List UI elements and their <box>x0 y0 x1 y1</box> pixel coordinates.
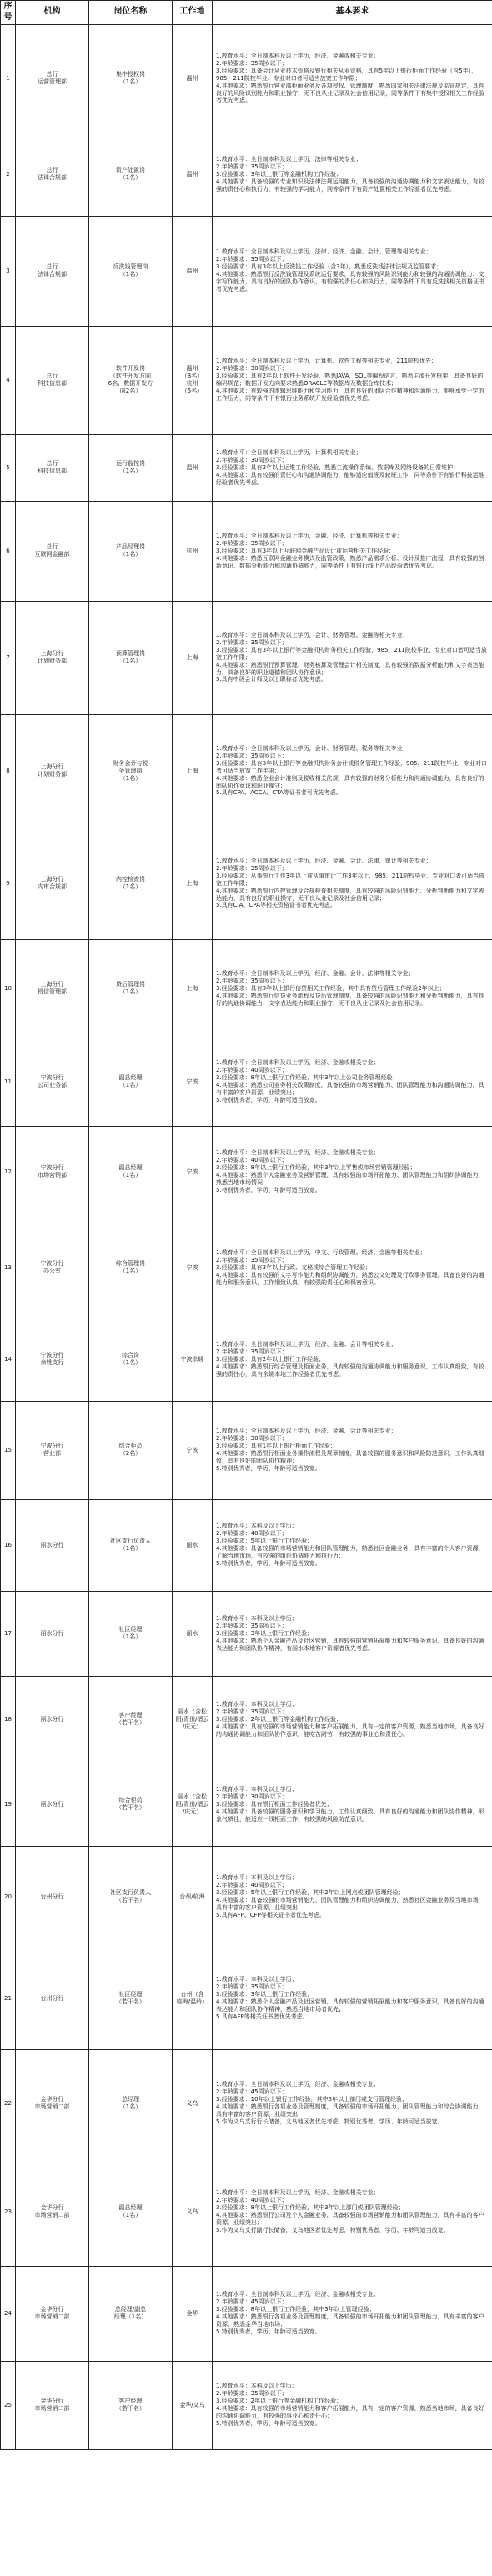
row-requirements: 1.教育水平：全日制本科及以上学历，经济、金融或相关专业； 2.年龄要求：40周岁以下； 3.经验要求：8年以上银行工作经验，其中3年以上零售或市场营销管理经验； 4.其他要求：熟悉个人金融业务及营销管理，具有较强的市场开拓能力、团队管理能力和组织协调能力，熟悉当地市场情况； 5.特别优秀者，学历、年龄可适当放宽。 <box>213 1126 492 1218</box>
table-row <box>1 2361 492 2449</box>
row-organization: 总行 科技信息部 <box>16 434 89 501</box>
row-position: 社区支行负责人 （1名） <box>89 1499 173 1591</box>
row-number: 15 <box>1 1401 16 1499</box>
header-organization: 机构 <box>16 1 89 25</box>
row-requirements: 1.教育水平：本科及以上学历； 2.年龄要求：35周岁以下； 3.经验要求：3年以上银行工作经验； 4.其他要求：熟悉个人金融产品及社区营销，具有较强的营销拓展能力和客户服务意识，具备良好的沟通表达能力和团队协作精神，有丽水本地客户资源者优先考虑。 <box>213 1591 492 1676</box>
row-organization: 金华分行 市场营销二部 <box>16 2049 89 2158</box>
row-location: 金华/义乌 <box>173 2361 213 2449</box>
row-position: 资产处置岗 （1名） <box>89 133 173 216</box>
row-requirements: 1.教育水平：全日制本科及以上学历，经济、金融或相关专业； 2.年龄要求：35周岁以下； 3.经验要求：具备会计从业技术资格及银行相关从业资格，具有5年以上银行柜面工作经验（含5年），985、211院校毕业、专业对口者可适当放宽工作年限； 4.其他要求：熟悉银行营业部柜面业务及各项授权、管理制度，熟悉国家相关法律法规及监管规定，具有良好的风险识别能力和职业操守，无不良从业记录及社会信用记录，同等条件下有集中授权相关工作经验者优先考虑。 <box>213 24 492 133</box>
row-position: 预算管理岗 （1名） <box>89 601 173 714</box>
row-position: 社区经理 （若干名） <box>89 1948 173 2049</box>
row-position: 综合柜员 （2名） <box>89 1401 173 1499</box>
table-row <box>1 1218 492 1318</box>
row-number: 16 <box>1 1499 16 1591</box>
row-number: 17 <box>1 1591 16 1676</box>
table-row <box>1 326 492 434</box>
row-number: 10 <box>1 939 16 1038</box>
row-requirements: 1.教育水平：全日制本科及以上学历，经济、金融、会计、法律、审计等相关专业； 2.年龄要求：35周岁以下； 3.经验要求：从事银行工作3年以上或从事审计工作3年以上，985、211院校毕业、专业对口者可适当放宽工作年限； 4.其他要求：熟悉银行内控管理及合规检查相关制度，具有较强的风险识别能力、分析判断能力和文字表达能力，具有良好的职业操守，无不良从业记录及社会信用记录； 5.具有CIA、CPA等相关资格证书者优先考虑。 <box>213 828 492 939</box>
row-requirements: 1.教育水平：全日制本科及以上学历，经济、金融、会计等相关专业； 2.年龄要求：30周岁以下； 3.经验要求：具有1年以上银行柜面工作经验； 4.其他要求：熟悉银行柜面业务操作流程及规章制度，具备较强的服务意识和风险防范意识，工作认真细致，具有良好的团队协作精神； 5.特别优秀者，学历、年龄可适当放宽。 <box>213 1401 492 1499</box>
row-location: 宁波 <box>173 1218 213 1318</box>
row-number: 20 <box>1 1846 16 1948</box>
row-requirements: 1.教育水平：全日制本科及以上学历，中文、行政管理、经济、金融等相关专业； 2.年龄要求：35周岁以下； 3.经验要求：具有3年以上行政、文秘或综合管理工作经验； 4.其他要求：具有较强的文字写作能力和组织协调能力，熟悉公文处理及行政事务管理，具备良好的沟通能力和服务意识，工作细致认真，有较强的责任心和保密意识。 <box>213 1218 492 1318</box>
row-location: 丽水 <box>173 1591 213 1676</box>
row-organization: 宁波分行 营业部 <box>16 1401 89 1499</box>
table-row <box>1 1763 492 1846</box>
row-location: 丽水（含松 阳/青田/缙云 /庆元） <box>173 1763 213 1846</box>
row-requirements: 1.教育水平：本科及以上学历； 2.年龄要求：35周岁以下； 3.经验要求：2年以上银行等金融机构工作经验； 4.其他要求：具有较强的市场营销能力和客户拓展能力，具有一定的客户资源，熟悉当地市场，具备良好的沟通协调能力，有较强的事业心和责任心； 5.特别优秀者，学历、年龄可适当放宽。 <box>213 2361 492 2449</box>
row-number: 5 <box>1 434 16 501</box>
row-number: 4 <box>1 326 16 434</box>
row-organization: 上海分行 计划财务部 <box>16 601 89 714</box>
row-location: 宁波 <box>173 1126 213 1218</box>
row-number: 18 <box>1 1676 16 1763</box>
row-organization: 台州分行 <box>16 1846 89 1948</box>
row-organization: 上海分行 授信管理部 <box>16 939 89 1038</box>
row-position: 副总经理 （1名） <box>89 1126 173 1218</box>
row-number: 13 <box>1 1218 16 1318</box>
table-row <box>1 2158 492 2266</box>
row-organization: 总行 法律合规部 <box>16 216 89 326</box>
row-requirements: 1.教育水平：全日制本科及以上学历，计算机相关专业； 2.年龄要求：30周岁以下； 3.经验要求：具有2年以上运维工作经验，熟悉主流操作系统、数据库及网络设备的日常维护； 4.其他要求：具有较强的责任心和沟通协调能力，能够适应值班及轮班工作，同等条件下有银行科技运维经验者优先考虑。 <box>213 434 492 501</box>
table-row <box>1 501 492 601</box>
row-organization: 宁波分行 公司业务部 <box>16 1038 89 1126</box>
row-requirements: 1.教育水平：全日制本科及以上学历，经济、金融或相关专业； 2.年龄要求：40周岁以下； 3.经验要求：8年以上银行工作经验，其中3年以上公司业务管理经验； 4.其他要求：熟悉公司业务相关政策制度，具备较强的市场营销能力、团队管理能力和沟通协调能力，具有丰富的客户资源，业绩突出； 5.特别优秀者，学历、年龄可适当放宽。 <box>213 1038 492 1126</box>
header-position: 岗位名称 <box>89 1 173 25</box>
row-location: 台州/临海 <box>173 1846 213 1948</box>
table-row <box>1 2266 492 2361</box>
table-row <box>1 1318 492 1401</box>
row-number: 24 <box>1 2266 16 2361</box>
row-position: 总经理 （1名） <box>89 2049 173 2158</box>
row-position: 社区经理 （1名） <box>89 1591 173 1676</box>
table-row <box>1 24 492 133</box>
row-location: 上海 <box>173 828 213 939</box>
table-row <box>1 1401 492 1499</box>
row-organization: 宁波分行 办公室 <box>16 1218 89 1318</box>
row-location: 温州 <box>173 133 213 216</box>
row-position: 综合岗 （1名） <box>89 1318 173 1401</box>
row-location: 温州 <box>173 434 213 501</box>
row-location: 丽水（含松 阳/青田/缙云 /庆元） <box>173 1676 213 1763</box>
row-location: 温州 <box>173 24 213 133</box>
row-position: 财务会计与税 务管理岗 （1名） <box>89 714 173 828</box>
table-row <box>1 434 492 501</box>
row-location: 宁波余姚 <box>173 1318 213 1401</box>
row-location: 上海 <box>173 939 213 1038</box>
row-requirements: 1.教育水平：本科及以上学历； 2.年龄要求：40周岁以下； 3.经验要求：5年以上银行工作经验，其中2年以上网点或团队管理经验； 4.其他要求：具备较强的市场营销能力、团队管理能力和组织协调能力，熟悉社区金融业务及当地市场，具有丰富的客户资源，业绩突出； 5.具有AFP、CFP等相关证书者优先考虑。 <box>213 1846 492 1948</box>
row-location: 上海 <box>173 601 213 714</box>
row-requirements: 1.教育水平：本科及以上学历； 2.年龄要求：35周岁以下； 3.经验要求：2年以上银行等金融机构工作经验； 4.其他要求：具有较强的市场营销能力和客户拓展能力，具有一定的客户资源，熟悉当地市场，具备良好的沟通协调能力和团队协作意识，能吃苦耐劳，有较强的事业心和责任心。 <box>213 1676 492 1763</box>
row-number: 22 <box>1 2049 16 2158</box>
row-requirements: 1.教育水平：全日制本科及以上学历，经济、金融、会计、法律等相关专业； 2.年龄要求：35周岁以下； 3.经验要求：具有3年以上银行信贷相关工作经验，其中具有贷后管理工作经验2年以上； 4.其他要求：熟悉银行信贷业务流程及贷后管理制度，具备较强的风险识别能力和分析判断能力，具有良好的沟通协调能力、文字表达能力和职业操守，无不良从业记录及社会信用记录。 <box>213 939 492 1038</box>
row-requirements: 1.教育水平：本科及以上学历； 2.年龄要求：40周岁以下； 3.经验要求：5年以上银行工作经验； 4.其他要求：具备较强的市场营销能力和团队管理能力，熟悉社区金融业务，具有丰富的个人客户资源，了解当地市场，有较强的组织协调能力和执行力； 5.特别优秀者，学历、年龄可适当放宽。 <box>213 1499 492 1591</box>
row-number: 11 <box>1 1038 16 1126</box>
table-row <box>1 1948 492 2049</box>
table-row <box>1 828 492 939</box>
row-position: 贷后管理岗 （1名） <box>89 939 173 1038</box>
header-number: 序号 <box>1 1 16 25</box>
row-organization: 宁波分行 余姚支行 <box>16 1318 89 1401</box>
row-number: 9 <box>1 828 16 939</box>
row-organization: 总行 互联网金融部 <box>16 501 89 601</box>
row-location: 宁波 <box>173 1401 213 1499</box>
row-requirements: 1.教育水平：全日制本科及以上学历，经济、金融、会计等相关专业； 2.年龄要求：35周岁以下； 3.经验要求：具有2年以上银行工作经验； 4.其他要求：熟悉银行综合管理及柜面业务，具有较强的沟通协调能力和服务意识，工作认真细致，有较强的责任心，具有余姚本地工作经验者优先考虑。 <box>213 1318 492 1401</box>
row-requirements: 1.教育水平：全日制本科及以上学历，法律等相关专业； 2.年龄要求：35周岁以下； 3.经验要求：3年以上银行等金融机构工作经验； 4.其他要求：具备较强的专业知识及法律法规运用能力，具备较强的沟通协调能力和文字表达能力，有较强的责任心和执行力，有较强的学习能力，同等条件下有资产处置相关工作经验者优先考虑。 <box>213 133 492 216</box>
row-requirements: 1.教育水平：全日制本科及以上学历，法律、经济、金融、会计、管理等相关专业； 2.年龄要求：35周岁以下； 3.经验要求：具有3年以上反洗钱工作经验（含3年），熟悉反洗钱法律法规及监管要求； 4.其他要求：熟悉银行反洗钱管理及系统运行要求，具有较强的风险识别能力和较强的沟通协调能力、文字写作能力，具有良好的团队协作意识，有较强的责任心和执行力，同等条件下具有反洗钱相关资格证书者优先考虑。 <box>213 216 492 326</box>
row-number: 2 <box>1 133 16 216</box>
table-row <box>1 1591 492 1676</box>
row-requirements: 1.教育水平：全日制本科及以上学历，经济、金融或相关专业； 2.年龄要求：40周岁以下； 3.经验要求：8年以上银行工作经验，其中3年以上部门或团队管理经验； 4.其他要求：熟悉银行公司及个人金融业务，具备较强的市场营销能力和团队管理能力，具有丰富的客户资源，业绩突出； 5.作为义乌支行副行长储备，义乌地区者优先考虑，特别优秀者，学历、年龄可适当放宽。 <box>213 2158 492 2266</box>
row-position: 综合管理岗 （1名） <box>89 1218 173 1318</box>
row-requirements: 1.教育水平：全日制本科及以上学历，经济、金融或相关专业； 2.年龄要求：45周岁以下； 3.经验要求：10年以上银行工作经验，其中5年以上部门或支行管理经验； 4.其他要求：熟悉银行各项业务及管理制度，具备较强的市场开拓能力、团队管理能力和综合协调能力，具有丰富的客户资源，业绩突出； 5.作为义乌支行行长储备，义乌地区者优先考虑，特别优秀者，学历、年龄可适当放宽。 <box>213 2049 492 2158</box>
table-row <box>1 1499 492 1591</box>
row-location: 丽水 <box>173 1499 213 1591</box>
row-position: 产品经理岗 （1名） <box>89 501 173 601</box>
row-organization: 丽水分行 <box>16 1591 89 1676</box>
row-location: 上海 <box>173 714 213 828</box>
table-row <box>1 133 492 216</box>
row-organization: 宁波分行 市场营销部 <box>16 1126 89 1218</box>
row-requirements: 1.教育水平：全日制本科及以上学历，会计、财务管理、金融等相关专业； 2.年龄要求：35周岁以下； 3.经验要求：具有3年以上银行等金融机构财务相关工作经验，985、211院校毕业、专业对口者可适当放宽工作年限； 4.其他要求：熟悉银行预算管理、财务核算及管理会计相关制度，具有较强的数据分析能力和文字表达能力，具备良好的职业道德和团队协作意识； 5.具有中级会计师及以上职称者优先考虑。 <box>213 601 492 714</box>
row-organization: 金华分行 市场营销二部 <box>16 2158 89 2266</box>
row-organization: 丽水分行 <box>16 1676 89 1763</box>
row-location: 金华 <box>173 2266 213 2361</box>
row-position: 客户经理 （若干名） <box>89 2361 173 2449</box>
row-organization: 丽水分行 <box>16 1499 89 1591</box>
row-requirements: 1.教育水平：全日制本科及以上学历，会计、财务管理、税务等相关专业； 2.年龄要求：35周岁以下； 3.经验要求：具有3年以上银行等金融机构财务会计或税务管理工作经验，985、211院校毕业、专业对口者可适当放宽工作年限； 4.其他要求：熟悉企业会计准则及税收相关法规，具有较强的财务分析能力和沟通协调能力，具有良好的团队协作意识和职业操守； 5.具有CPA、ACCA、CTA等证书者可优先考虑。 <box>213 714 492 828</box>
row-number: 12 <box>1 1126 16 1218</box>
row-organization: 台州分行 <box>16 1948 89 2049</box>
table-row <box>1 1126 492 1218</box>
row-location: 台州（含 临海/温岭） <box>173 1948 213 2049</box>
row-position: 总经理/副总 经理（1名） <box>89 2266 173 2361</box>
row-number: 25 <box>1 2361 16 2449</box>
row-organization: 金华分行 市场营销二部 <box>16 2361 89 2449</box>
row-position: 综合柜员 （若干名） <box>89 1763 173 1846</box>
row-number: 19 <box>1 1763 16 1846</box>
row-organization: 总行 运营管理部 <box>16 24 89 133</box>
row-number: 23 <box>1 2158 16 2266</box>
row-number: 7 <box>1 601 16 714</box>
table-row <box>1 1676 492 1763</box>
row-position: 内控检查岗 （1名） <box>89 828 173 939</box>
row-requirements: 1.教育水平：本科及以上学历； 2.年龄要求：35周岁以下； 3.经验要求：3年以上银行工作经验； 4.其他要求：熟悉个人金融产品及社区营销，具有较强的营销拓展能力和客户服务意识，具备良好的沟通表达能力和团队协作精神，熟悉当地市场者优先； 5.具有AFP等相关证书者优先考虑。 <box>213 1948 492 2049</box>
row-organization: 上海分行 计划财务部 <box>16 714 89 828</box>
row-organization: 总行 法律合规部 <box>16 133 89 216</box>
row-location: 宁波 <box>173 1038 213 1126</box>
row-position: 副总经理 （1名） <box>89 1038 173 1126</box>
row-organization: 总行 科技信息部 <box>16 326 89 434</box>
row-number: 6 <box>1 501 16 601</box>
table-body <box>1 24 492 2449</box>
table-row <box>1 601 492 714</box>
row-number: 1 <box>1 24 16 133</box>
row-requirements: 1.教育水平：全日制本科及以上学历，经济、金融或相关专业； 2.年龄要求：45周岁以下； 3.经验要求：8年以上银行工作经验，其中3年以上管理经验； 4.其他要求：熟悉银行各项业务及管理制度，具备较强的市场开拓能力和团队管理能力，具有丰富的客户资源，熟悉金华当地市场； 5.特别优秀者，学历、年龄可适当放宽。 <box>213 2266 492 2361</box>
row-position: 社区支行负责人 （若干名） <box>89 1846 173 1948</box>
row-requirements: 1.教育水平：本科及以上学历； 2.年龄要求：30周岁以下； 3.经验要求：具有银行柜面工作经验者优先； 4.其他要求：具备较强的服务意识和学习能力，工作认真细致，具有良好的沟通能力和团队协作精神，形象气质佳，能适应一线柜面工作，有较强的风险防范意识。 <box>213 1763 492 1846</box>
header-location: 工作地 <box>173 1 213 25</box>
row-location: 温州 <box>173 216 213 326</box>
row-location: 义乌 <box>173 2158 213 2266</box>
row-position: 集中授权岗 （1名） <box>89 24 173 133</box>
row-position: 客户经理 （若干名） <box>89 1676 173 1763</box>
row-location: 杭州 <box>173 501 213 601</box>
table-row <box>1 216 492 326</box>
row-position: 副总经理 （1名） <box>89 2158 173 2266</box>
row-number: 14 <box>1 1318 16 1401</box>
row-organization: 丽水分行 <box>16 1763 89 1846</box>
row-number: 21 <box>1 1948 16 2049</box>
row-number: 8 <box>1 714 16 828</box>
row-organization: 金华分行 市场营销二部 <box>16 2266 89 2361</box>
table-row <box>1 714 492 828</box>
row-requirements: 1.教育水平：全日制本科及以上学历，计算机、软件工程等相关专业，211院校优先； 2.年龄要求：30周岁以下； 3.经验要求：具有2年以上软件开发经验，熟悉JAVA、SQL等编程语言，熟悉主流开发框架，具备良好的编码规范；数据开发方向要求熟悉ORACLE等数据库及数据仓库技术； 4.其他要求：有较强的逻辑思维能力和学习能力，具有良好的团队合作精神和沟通能力，能够承受一定的工作压力，同等条件下有银行业务系统开发经验者优先考虑。 <box>213 326 492 434</box>
row-location: 温州 （3名） 杭州 （5名） <box>173 326 213 434</box>
row-position: 运行监控岗 （1名） <box>89 434 173 501</box>
row-position: 软件开发岗 （软件开发方向 6名，数据开发方 向2名） <box>89 326 173 434</box>
row-number: 3 <box>1 216 16 326</box>
table-row <box>1 2049 492 2158</box>
table-row <box>1 1846 492 1948</box>
table-row <box>1 939 492 1038</box>
row-organization: 上海分行 内审合规部 <box>16 828 89 939</box>
header-requirements: 基本要求 <box>213 1 492 25</box>
row-position: 反洗钱管理岗 （1名） <box>89 216 173 326</box>
table-header-row <box>1 1 492 25</box>
row-requirements: 1.教育水平：全日制本科及以上学历，金融、经济、计算机等相关专业； 2.年龄要求：35周岁以下； 3.经验要求：具有3年以上互联网金融产品设计或运营相关工作经验； 4.其他要求：熟悉互联网金融业务模式及监管政策，熟悉产品需求分析、设计及推广流程，具有较强的创新意识、数据分析能力和沟通协调能力，同等条件下有银行线上产品经验者优先考虑。 <box>213 501 492 601</box>
table-row <box>1 1038 492 1126</box>
row-location: 义乌 <box>173 2049 213 2158</box>
